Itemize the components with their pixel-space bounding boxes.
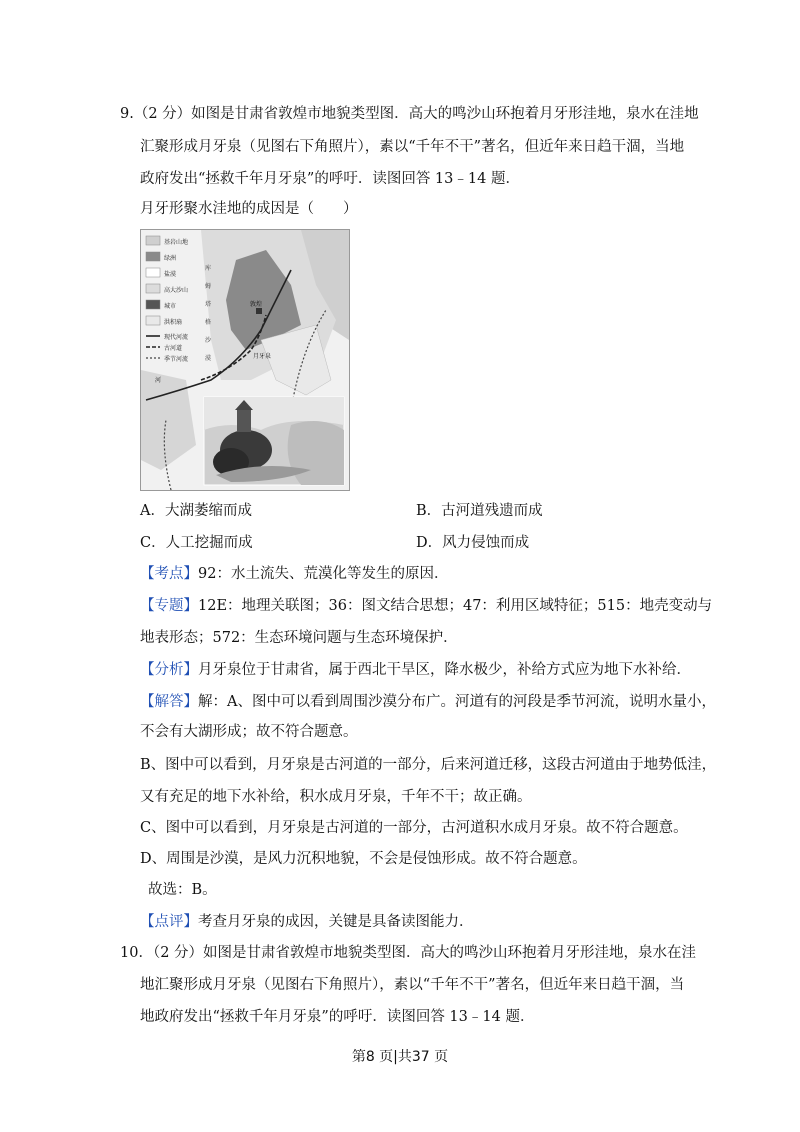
- zhuanti-row: [140, 596, 712, 616]
- page-footer: 第8 页|共37 页: [351, 1049, 449, 1065]
- kaodian-tag: 【考点】: [140, 566, 198, 582]
- spring-label: 月牙泉: [253, 353, 272, 360]
- q9-line-2: 汇聚形成月牙泉（见图右下角照片），素以“千年不干”著名，但近年来日趋干涸，当地: [140, 139, 685, 155]
- jieda-row: [140, 692, 716, 712]
- landform-map-figure: [140, 229, 350, 491]
- river-label: 河: [155, 377, 162, 384]
- q9-stem: 月牙形聚水洼地的成因是（ ）: [140, 201, 358, 217]
- dianping-row: [140, 912, 474, 932]
- zhuanti-text-2: 地表形态；572：生态环境问题与生态环境保护．: [140, 630, 458, 646]
- city-marker-icon: [256, 308, 262, 314]
- desert-label-char: 姆: [205, 283, 212, 290]
- jieda-tag: 【解答】: [140, 694, 198, 710]
- landform-map-svg: [141, 230, 349, 490]
- legend-label: 洪积扇: [164, 319, 183, 326]
- jieda-d: D、周围是沙漠，是风力沉积地貌，不会是侵蚀形成。故不符合题意。: [140, 851, 587, 867]
- legend-label: 绿洲: [164, 255, 177, 262]
- option-a[interactable]: A．大湖萎缩而成: [140, 503, 252, 519]
- jieda-text-1: 解：A、图中可以看到周围沙漠分布广。河道有的河段是季节河流，说明水量小，: [198, 694, 716, 710]
- legend-label: 盐漠: [164, 271, 177, 278]
- kaodian-text: 92：水土流失、荒漠化等发生的原因．: [198, 566, 449, 582]
- desert-label-char: 库: [205, 265, 212, 272]
- dianping-tag: 【点评】: [140, 914, 198, 930]
- zhuanti-text-1: 12E：地理关联图；36：图文结合思想；47：利用区域特征；515：地壳变动与: [198, 598, 713, 614]
- q9-line-3: 政府发出“拯救千年月牙泉”的呼吁．读图回答 13﹣14 题．: [140, 171, 520, 187]
- legend-label: 城市: [164, 303, 177, 310]
- desert-label-char: 格: [205, 319, 212, 326]
- dianping-text: 考查月牙泉的成因，关键是具备读图能力．: [198, 914, 474, 930]
- option-c[interactable]: C．人工挖掘而成: [140, 535, 253, 551]
- choice-text: 故选：B。: [148, 882, 217, 898]
- legend-label: 现代河流: [164, 334, 189, 341]
- fenxi-row: [140, 660, 691, 680]
- q9-line-1: 9.（2 分）如图是甘肃省敦煌市地貌类型图．高大的鸣沙山环抱着月牙形洼地，泉水在洼地: [120, 106, 699, 122]
- crescent-spring-photo: [204, 397, 344, 485]
- desert-label-char: 漠: [205, 355, 212, 362]
- jieda-text-2: 不会有大湖形成；故不符合题意。: [140, 724, 358, 740]
- q10-line-2: 地汇聚形成月牙泉（见图右下角照片），素以“千年不干”著名，但近年来日趋干涸，当: [140, 977, 685, 993]
- jieda-c: C、图中可以看到，月牙泉是古河道的一部分，古河道积水成月牙泉。故不符合题意。: [140, 820, 688, 836]
- q10-line-1: 10．（2 分）如图是甘肃省敦煌市地貌类型图．高大的鸣沙山环抱着月牙形洼地，泉水在洼: [120, 945, 697, 961]
- desert-label-char: 塔: [205, 301, 212, 308]
- option-b[interactable]: B．古河道残遗而成: [416, 503, 543, 519]
- zhuanti-tag: 【专题】: [140, 598, 198, 614]
- legend-label: 基岩山地: [164, 239, 189, 246]
- legend-label: 季节河流: [164, 356, 189, 363]
- jieda-b-2: 又有充足的地下水补给，积水成月牙泉，千年不干；故正确。: [140, 789, 532, 805]
- city-label: 敦煌: [250, 301, 263, 308]
- jieda-b-1: B、图中可以看到，月牙泉是古河道的一部分，后来河道迁移，这段古河道由于地势低洼，: [140, 757, 717, 773]
- legend-label: 高大沙山: [164, 287, 189, 294]
- kaodian-row: [140, 564, 448, 584]
- fenxi-text: 月牙泉位于甘肃省，属于西北干旱区，降水极少，补给方式应为地下水补给．: [198, 662, 691, 678]
- fenxi-tag: 【分析】: [140, 662, 198, 678]
- option-d[interactable]: D．风力侵蚀而成: [416, 535, 530, 551]
- legend-label: 古河道: [164, 345, 183, 352]
- q10-line-3: 地政府发出“拯救千年月牙泉”的呼吁．读图回答 13﹣14 题．: [140, 1009, 535, 1025]
- desert-label-char: 沙: [205, 337, 212, 344]
